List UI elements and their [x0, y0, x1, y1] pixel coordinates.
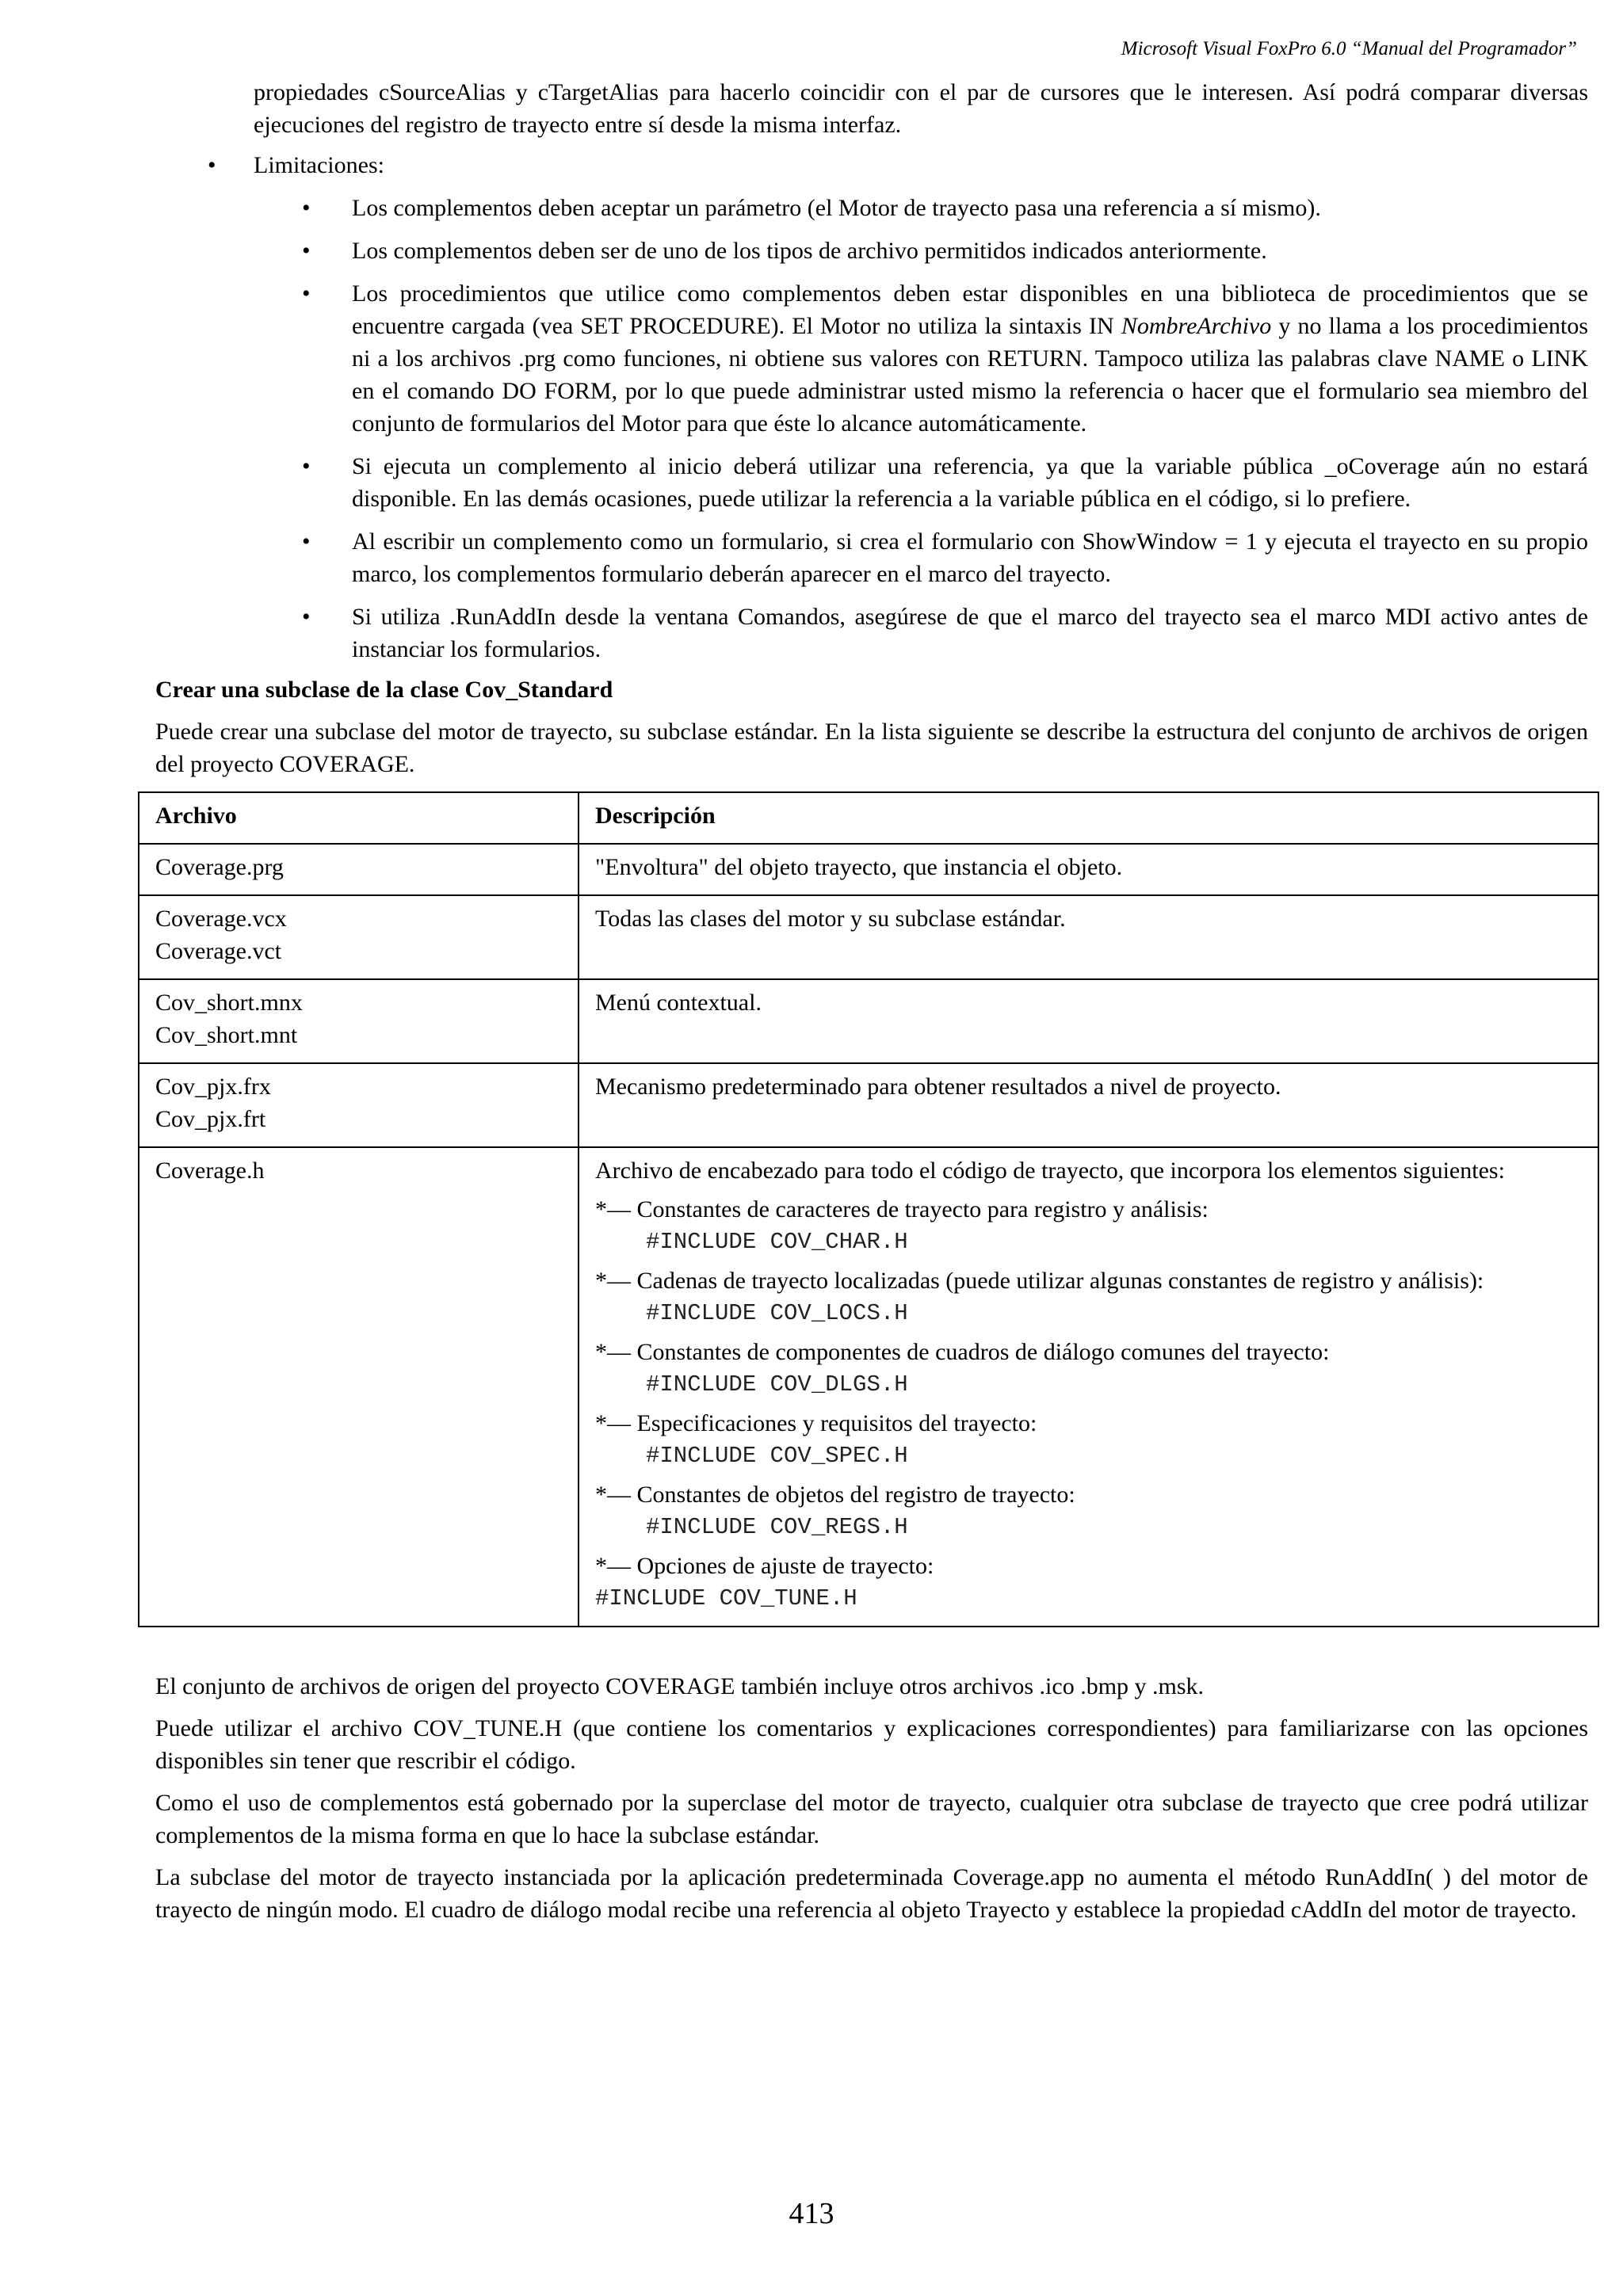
bullet-icon: • [302, 195, 311, 221]
include-comment: *— Constantes de caracteres de trayecto para registro y análisis: [595, 1196, 1209, 1222]
page-content [155, 76, 1588, 1926]
description-cell: "Envoltura" del objeto trayecto, que instancia el objeto. [579, 844, 1598, 895]
bullet-icon: • [302, 604, 311, 630]
body-paragraph: Como el uso de complementos está gobernado por la superclase del motor de trayecto, cualquier otra subclase de trayecto que cree podrá utilizar complementos de la misma forma en que lo hace la subclase estándar. [155, 1790, 1588, 1848]
limitation-item [302, 601, 1588, 666]
limitation-text: Al escribir un complemento como un formulario, si crea el formulario con ShowWindow = 1 y ejecuta el trayecto en su propio marco, los complementos formulario deberán aparecer en el marco del trayecto. [352, 528, 1588, 587]
bullet-icon: • [302, 528, 311, 555]
description-cell: Mecanismo predeterminado para obtener resultados a nivel de proyecto. [579, 1063, 1598, 1147]
limitation-text: Los complementos deben ser de uno de los tipos de archivo permitidos indicados anteriormente. [352, 238, 1267, 264]
file-name: Cov_short.mnt [155, 1022, 298, 1048]
limitation-item [302, 235, 1588, 267]
table-row [139, 895, 1598, 979]
files-table [138, 791, 1599, 1627]
limitation-text-part: y no llama a los procedimientos ni a los archivos .prg como funciones, ni obtiene sus valores con RETURN. Tampoco utiliza las palabras clave NAME o LINK en el comando DO FORM, por lo que puede administrar usted mismo la referencia o hacer que el formulario sea miembro del conjunto de formularios del Motor para que éste lo alcance automáticamente. [352, 313, 1588, 437]
limitation-item [302, 525, 1588, 590]
limitation-text: Si ejecuta un complemento al inicio deberá utilizar una referencia, ya que la variable pública _oCoverage aún no estará disponible. En las demás ocasiones, puede utilizar la referencia a la variable pública en el código, si lo prefiere. [352, 453, 1588, 512]
limitation-emphasis: NombreArchivo [1121, 313, 1272, 339]
table-row [139, 844, 1598, 895]
include-directive: #INCLUDE COV_LOCS.H [646, 1300, 908, 1326]
body-paragraph: Puede utilizar el archivo COV_TUNE.H (que contiene los comentarios y explicaciones correspondientes) para familiarizarse con las opciones disponibles sin tener que rescribir el código. [155, 1715, 1588, 1774]
file-name: Coverage.vct [155, 938, 282, 964]
table-row [139, 1063, 1598, 1147]
section-heading: Crear una subclase de la clase Cov_Standard [155, 677, 613, 703]
include-comment: *— Constantes de componentes de cuadros de diálogo comunes del trayecto: [595, 1339, 1330, 1365]
bullet-icon: • [302, 238, 311, 264]
description-cell: Todas las clases del motor y su subclase estándar. [579, 895, 1598, 979]
limitations-bullet [208, 149, 1588, 181]
file-cell: Coverage.h [139, 1147, 579, 1627]
header-file-description: Archivo de encabezado para todo el código de trayecto, que incorpora los elementos siguientes: [595, 1158, 1505, 1184]
include-directive: #INCLUDE COV_SPEC.H [646, 1443, 908, 1469]
limitation-text-part: Los procedimientos que utilice como complementos deben estar disponibles en una biblioteca de procedimientos que se encuentre cargada (vea SET PROCEDURE). El Motor no utiliza la sintaxis IN [352, 280, 1588, 339]
include-comment: *— Constantes de objetos del registro de trayecto: [595, 1482, 1075, 1508]
bullet-icon: • [302, 280, 311, 307]
body-paragraph: La subclase del motor de trayecto instanciada por la aplicación predeterminada Coverage.app no aumenta el método RunAddIn( ) del motor de trayecto de ningún modo. El cuadro de diálogo modal recibe una referencia al objeto Trayecto y establece la propiedad cAddIn del motor de trayecto. [155, 1864, 1588, 1923]
continuation-paragraph: propiedades cSourceAlias y cTargetAlias para hacerlo coincidir con el par de cursores que le interesen. Así podrá comparar diversas ejecuciones del registro de trayecto entre sí desde la misma interfaz. [254, 79, 1588, 138]
section-intro: Puede crear una subclase del motor de trayecto, su subclase estándar. En la lista siguiente se describe la estructura del conjunto de archivos de origen del proyecto COVERAGE. [155, 719, 1588, 777]
include-directive: #INCLUDE COV_CHAR.H [646, 1229, 908, 1255]
include-directive: #INCLUDE COV_DLGS.H [646, 1371, 908, 1398]
file-cell [139, 979, 579, 1063]
limitation-item [302, 277, 1588, 440]
column-header-description: Descripción [579, 792, 1598, 844]
body-paragraph: El conjunto de archivos de origen del proyecto COVERAGE también incluye otros archivos .ico .bmp y .msk. [155, 1673, 1205, 1699]
file-name: Cov_pjx.frx [155, 1074, 271, 1100]
page-number: 413 [789, 2197, 834, 2230]
running-header: Microsoft Visual FoxPro 6.0 “Manual del Programador” [1121, 38, 1577, 59]
include-comment: *— Opciones de ajuste de trayecto: [595, 1553, 934, 1579]
include-comment: *— Cadenas de trayecto localizadas (puede utilizar algunas constantes de registro y análisis): [595, 1268, 1484, 1294]
description-cell [579, 1147, 1598, 1627]
file-name: Cov_short.mnx [155, 990, 303, 1016]
description-cell: Menú contextual. [579, 979, 1598, 1063]
bullet-icon: • [208, 152, 216, 178]
file-name: Coverage.vcx [155, 906, 287, 932]
file-name: Cov_pjx.frt [155, 1106, 266, 1132]
column-header-file: Archivo [139, 792, 579, 844]
file-cell: Coverage.prg [139, 844, 579, 895]
limitation-item [302, 192, 1588, 224]
bullet-icon: • [302, 453, 311, 479]
include-comment: *— Especificaciones y requisitos del trayecto: [595, 1410, 1037, 1436]
limitation-text: Si utiliza .RunAddIn desde la ventana Comandos, asegúrese de que el marco del trayecto sea el marco MDI activo antes de instanciar los formularios. [352, 604, 1588, 662]
file-cell [139, 895, 579, 979]
table-row [139, 1147, 1598, 1627]
include-directive: #INCLUDE COV_TUNE.H [595, 1585, 857, 1611]
table-header-row [139, 792, 1598, 844]
limitation-item [302, 450, 1588, 515]
limitations-label: Limitaciones: [254, 152, 384, 178]
file-cell [139, 1063, 579, 1147]
table-row [139, 979, 1598, 1063]
limitation-text: Los complementos deben aceptar un parámetro (el Motor de trayecto pasa una referencia a sí mismo). [352, 195, 1321, 221]
include-directive: #INCLUDE COV_REGS.H [646, 1514, 908, 1540]
